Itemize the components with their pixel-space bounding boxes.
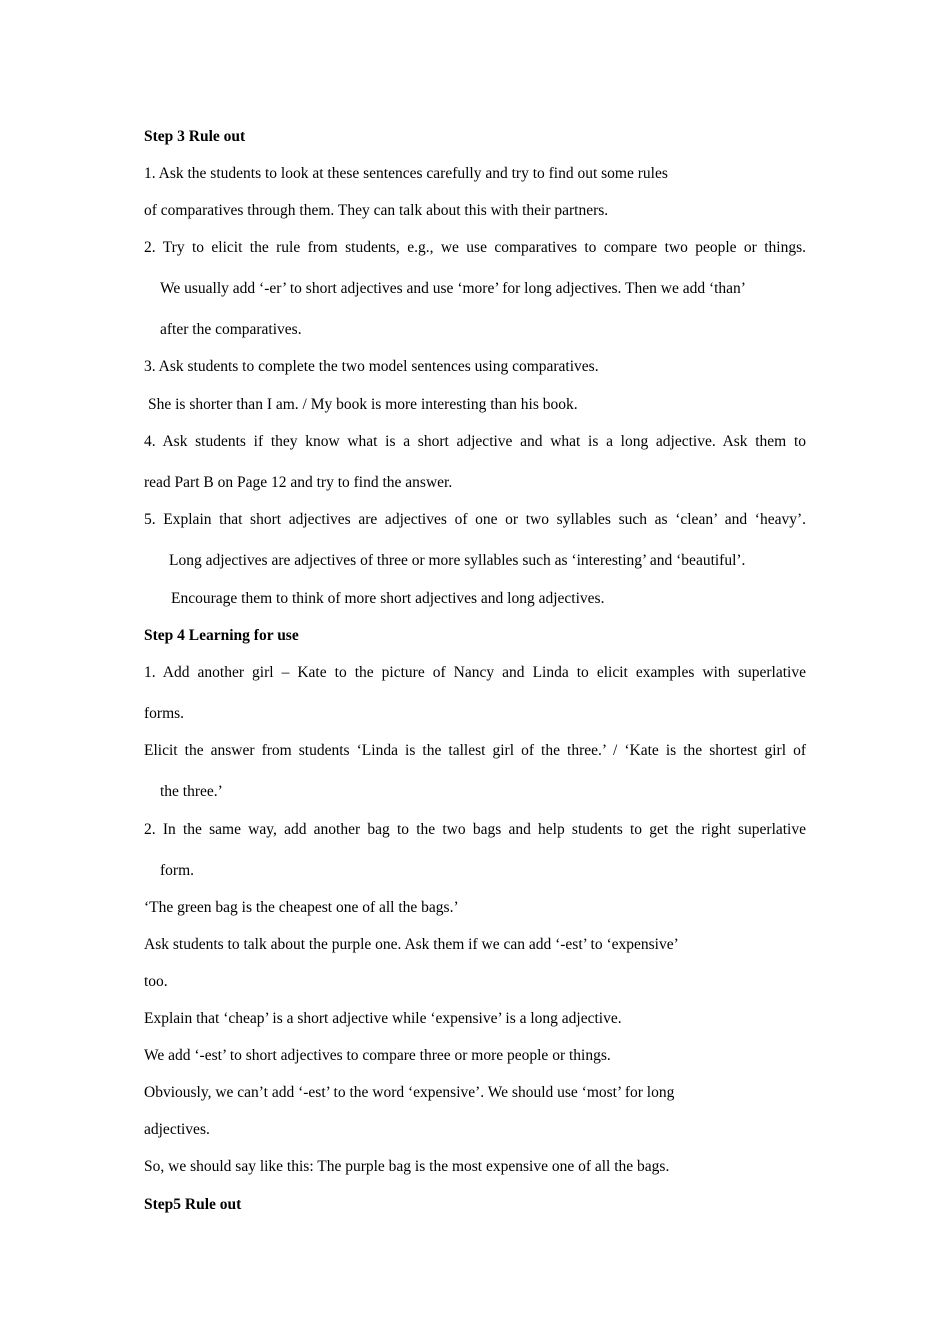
paragraph-line: Explain that ‘cheap’ is a short adjective while ‘expensive’ is a long adjective. [144,1010,622,1027]
paragraph-line: the three.’ [160,783,223,800]
paragraph-line: We add ‘-est’ to short adjectives to compare three or more people or things. [144,1047,611,1064]
paragraph-line: of comparatives through them. They can talk about this with their partners. [144,202,609,219]
paragraph-line: 4. Ask students if they know what is a short adjective and what is a long adjective. Ask them to [144,433,806,450]
paragraph-line: 2. Try to elicit the rule from students, e.g., we use comparatives to compare two people or things. [144,239,806,256]
paragraph-line: 3. Ask students to complete the two model sentences using comparatives. [144,358,599,375]
paragraph-line: 1. Ask the students to look at these sentences carefully and try to find out some rules [144,165,668,182]
paragraph-line: 2. In the same way, add another bag to the two bags and help students to get the right superlative [144,821,806,838]
example-sentence: ‘The green bag is the cheapest one of all the bags.’ [144,899,459,916]
paragraph-line: Ask students to talk about the purple one. Ask them if we can add ‘-est’ to ‘expensive’ [144,936,679,953]
paragraph-line: too. [144,973,168,990]
paragraph-line: adjectives. [144,1121,210,1138]
paragraph-line: Obviously, we can’t add ‘-est’ to the word ‘expensive’. We should use ‘most’ for long [144,1084,675,1101]
paragraph-line: forms. [144,705,185,722]
paragraph-line: form. [160,862,195,879]
paragraph-line: Encourage them to think of more short adjectives and long adjectives. [171,590,605,607]
paragraph-line: Long adjectives are adjectives of three or more syllables such as ‘interesting’ and ‘beautiful’. [169,552,746,569]
step-3-heading: Step 3 Rule out [144,128,246,145]
paragraph-line: 5. Explain that short adjectives are adjectives of one or two syllables such as ‘clean’ and ‘heavy’. [144,511,806,528]
paragraph-line: read Part B on Page 12 and try to find the answer. [144,474,453,491]
model-sentence: She is shorter than I am. / My book is more interesting than his book. [148,396,578,413]
step-4-heading: Step 4 Learning for use [144,627,299,644]
paragraph-line: after the comparatives. [160,321,302,338]
paragraph-line: Elicit the answer from students ‘Linda is the tallest girl of the three.’ / ‘Kate is the shortest girl of [144,742,806,759]
paragraph-line: So, we should say like this: The purple bag is the most expensive one of all the bags. [144,1158,670,1175]
paragraph-line: 1. Add another girl – Kate to the picture of Nancy and Linda to elicit examples with superlative [144,664,806,681]
paragraph-line: We usually add ‘-er’ to short adjectives and use ‘more’ for long adjectives. Then we add ‘than’ [160,280,746,297]
step-5-heading: Step5 Rule out [144,1196,242,1213]
